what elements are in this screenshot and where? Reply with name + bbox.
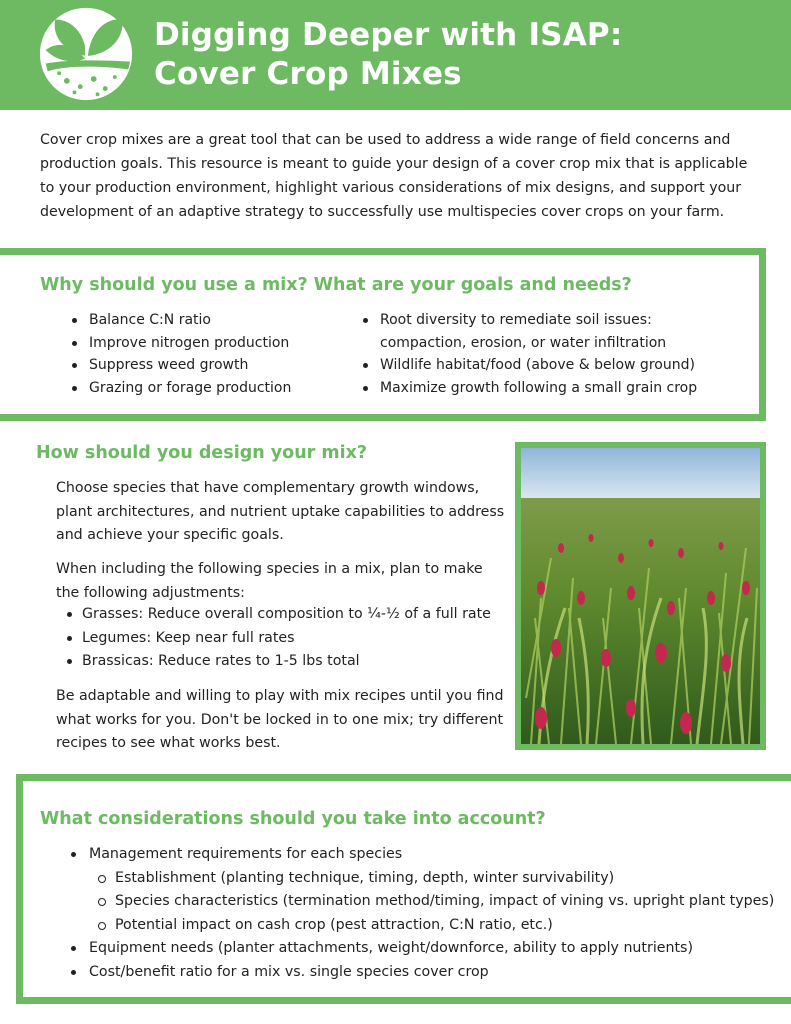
list-item: Legumes: Keep near full rates <box>56 627 491 651</box>
title-line-2: Cover Crop Mixes <box>154 56 462 92</box>
goals-heading: Why should you use a mix? What are your goals and needs? <box>40 275 632 295</box>
list-item: Wildlife habitat/food (above & below ground) <box>358 354 728 377</box>
considerations-section <box>16 774 791 1004</box>
considerations-heading: What considerations should you take into account? <box>40 809 546 829</box>
sub-list <box>89 867 783 938</box>
list-item: Brassicas: Reduce rates to 1-5 lbs total <box>56 650 491 674</box>
goals-list-left <box>67 309 337 399</box>
list-item: Maximize growth following a small grain crop <box>358 377 728 400</box>
title-line-1: Digging Deeper with ISAP: <box>154 17 623 53</box>
goals-list-right <box>358 309 728 399</box>
header-banner <box>0 0 791 110</box>
list-item: Grazing or forage production <box>67 377 337 400</box>
list-item: Suppress weed growth <box>67 354 337 377</box>
design-heading: How should you design your mix? <box>36 443 368 463</box>
list-item: Improve nitrogen production <box>67 332 337 355</box>
list-item: Cost/benefit ratio for a mix vs. single species cover crop <box>63 961 783 985</box>
sub-list-item: Establishment (planting technique, timing, depth, winter survivability) <box>89 867 783 891</box>
field-photo-frame <box>515 442 766 750</box>
intro-paragraph: Cover crop mixes are a great tool that can be used to address a wide range of field concerns and production goals. This resource is meant to guide your design of a cover crop mix that is applicable to your production environment, highlight various considerations of mix designs, and support your development of an adaptive strategy to successfully use multispecies cover crops on your farm. <box>40 132 748 220</box>
list-item: Equipment needs (planter attachments, weight/downforce, ability to apply nutrients) <box>63 937 783 961</box>
design-paragraph-1: Choose species that have complementary growth windows, plant architectures, and nutrient uptake capabilities to address and achieve your specific goals. <box>56 480 505 543</box>
list-item: Balance C:N ratio <box>67 309 337 332</box>
design-paragraph-2: When including the following species in a mix, plan to make the following adjustments: <box>56 561 483 601</box>
list-item: Root diversity to remediate soil issues: compaction, erosion, or water infiltration <box>358 309 728 354</box>
sub-list-item: Potential impact on cash crop (pest attraction, C:N ratio, etc.) <box>89 914 783 938</box>
crimson-clover-field-photo <box>521 448 760 744</box>
adjustments-list <box>56 603 491 674</box>
page-title <box>154 16 622 94</box>
list-item <box>63 843 783 937</box>
sub-list-item: Species characteristics (termination method/timing, impact of vining vs. upright plant types) <box>89 890 783 914</box>
considerations-list <box>63 843 783 984</box>
goals-section <box>0 248 766 421</box>
list-item: Grasses: Reduce overall composition to ¼-½ of a full rate <box>56 603 491 627</box>
leaf-sprout-soil-logo-icon <box>38 6 134 102</box>
design-paragraph-3: Be adaptable and willing to play with mix recipes until you find what works for you. Don't be locked in to one mix; try different recipes to see what works best. <box>56 688 504 751</box>
list-item-label: Management requirements for each species <box>89 846 403 862</box>
